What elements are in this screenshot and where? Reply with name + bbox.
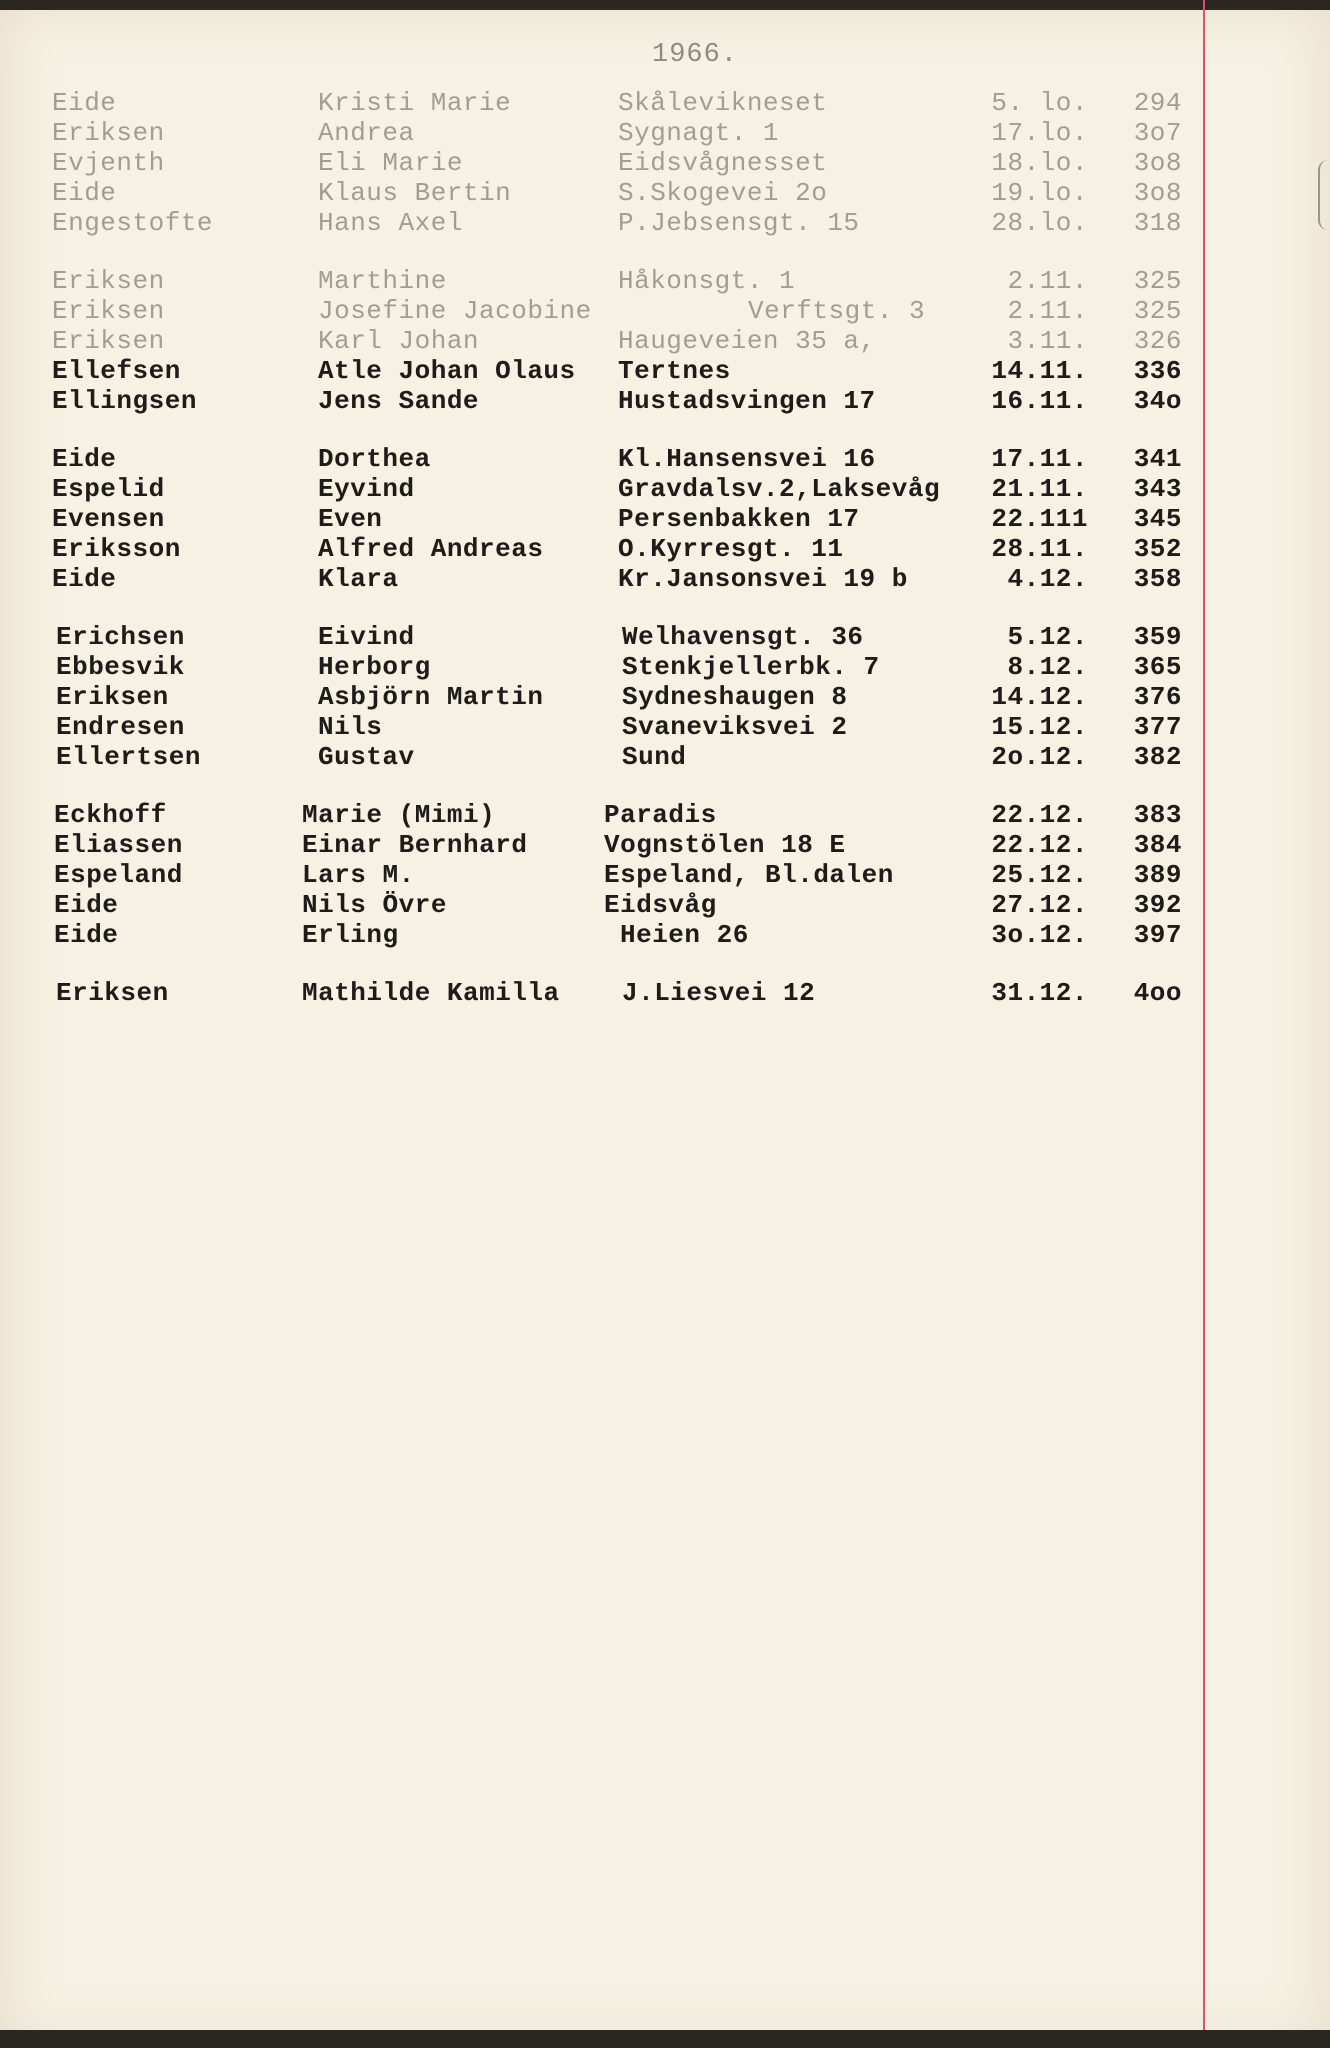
entry-address: Welhavensgt. 36 (622, 622, 864, 652)
register-entry (0, 742, 1200, 772)
entry-address: Sygnagt. 1 (618, 118, 780, 148)
register-entry (0, 444, 1200, 474)
entry-address: Persenbakken 17 (618, 504, 860, 534)
register-entry (0, 890, 1200, 920)
entry-number: 352 (1133, 534, 1182, 564)
register-entry (0, 504, 1200, 534)
entry-surname: Ellingsen (52, 386, 197, 416)
entry-number: 341 (1133, 444, 1182, 474)
entry-number: 3o7 (1133, 118, 1182, 148)
entry-given-names: Even (318, 504, 383, 534)
entry-date: 31.12. (991, 978, 1088, 1008)
entry-address: Heien 26 (620, 920, 749, 950)
entry-address: Kr.Jansonsvei 19 b (618, 564, 908, 594)
entry-date: 14.12. (991, 682, 1088, 712)
entry-address: Paradis (604, 800, 717, 830)
entry-surname: Eide (54, 920, 119, 950)
entry-date: 22.111 (991, 504, 1088, 534)
entry-date: 2.11. (1007, 266, 1088, 296)
entry-date: 2.11. (1007, 296, 1088, 326)
entry-date: 8.12. (1007, 652, 1088, 682)
page-year-heading: 1966. (652, 40, 739, 70)
entry-address: Sydneshaugen 8 (622, 682, 848, 712)
entry-number: 376 (1133, 682, 1182, 712)
register-entry (0, 978, 1200, 1008)
entry-surname: Ellertsen (56, 742, 201, 772)
entry-surname: Ellefsen (52, 356, 181, 386)
entry-given-names: Lars M. (302, 860, 415, 890)
entry-number: 326 (1133, 326, 1182, 356)
register-entry (0, 88, 1200, 118)
entry-address: J.Liesvei 12 (622, 978, 816, 1008)
entry-given-names: Josefine Jacobine (318, 296, 592, 326)
entry-given-names: Gustav (318, 742, 415, 772)
entry-surname: Evjenth (52, 148, 165, 178)
entry-number: 325 (1133, 296, 1182, 326)
entry-given-names: Klaus Bertin (318, 178, 512, 208)
entry-number: 34o (1133, 386, 1182, 416)
entry-address: Gravdalsv.2,Laksevåg (618, 474, 941, 504)
entry-address: Hustadsvingen 17 (618, 386, 876, 416)
entry-surname: Endresen (56, 712, 185, 742)
scan-border-bottom (0, 2030, 1330, 2048)
entry-address: Eidsvåg (604, 890, 717, 920)
entry-date: 28.11. (991, 534, 1088, 564)
entry-surname: Eriksen (52, 266, 165, 296)
entry-surname: Eide (52, 444, 117, 474)
entry-surname: Espeland (54, 860, 183, 890)
entry-number: 294 (1133, 88, 1182, 118)
entry-date: 5.12. (1007, 622, 1088, 652)
entry-date: 2o.12. (991, 742, 1088, 772)
entry-address: Vognstölen 18 E (604, 830, 846, 860)
entry-date: 21.11. (991, 474, 1088, 504)
entry-date: 15.12. (991, 712, 1088, 742)
entry-surname: Eide (52, 178, 117, 208)
entry-surname: Eliassen (54, 830, 183, 860)
entry-surname: Eriksen (56, 978, 169, 1008)
scan-border-top (0, 0, 1330, 10)
entry-number: 336 (1133, 356, 1182, 386)
entry-given-names: Dorthea (318, 444, 431, 474)
entry-surname: Eriksen (52, 118, 165, 148)
register-entry (0, 266, 1200, 296)
entry-surname: Eide (54, 890, 119, 920)
entry-date: 18.lo. (991, 148, 1088, 178)
register-entry (0, 118, 1200, 148)
register-entry (0, 356, 1200, 386)
entry-given-names: Atle Johan Olaus (318, 356, 576, 386)
entry-date: 19.lo. (991, 178, 1088, 208)
entry-surname: Eriksen (52, 326, 165, 356)
entry-number: 392 (1133, 890, 1182, 920)
entry-date: 17.lo. (991, 118, 1088, 148)
entry-number: 4oo (1133, 978, 1182, 1008)
entry-given-names: Asbjörn Martin (318, 682, 544, 712)
entry-date: 3o.12. (991, 920, 1088, 950)
entry-given-names: Eivind (318, 622, 415, 652)
entry-given-names: Einar Bernhard (302, 830, 528, 860)
register-entry (0, 564, 1200, 594)
register-entry (0, 920, 1200, 950)
entry-given-names: Nils (318, 712, 383, 742)
register-entry (0, 652, 1200, 682)
entry-given-names: Marie (Mimi) (302, 800, 496, 830)
entry-surname: Eriksson (52, 534, 181, 564)
entry-given-names: Nils Övre (302, 890, 447, 920)
entry-given-names: Marthine (318, 266, 447, 296)
entry-address: Svaneviksvei 2 (622, 712, 848, 742)
entry-given-names: Herborg (318, 652, 431, 682)
entry-address: Sund (622, 742, 687, 772)
red-margin-line (1203, 0, 1205, 2030)
register-entry (0, 296, 1200, 326)
register-entry (0, 326, 1200, 356)
entry-surname: Eide (52, 88, 117, 118)
entry-address: S.Skogevei 2o (618, 178, 828, 208)
entry-given-names: Eli Marie (318, 148, 463, 178)
entry-surname: Erichsen (56, 622, 185, 652)
entry-date: 25.12. (991, 860, 1088, 890)
entry-address: Espeland, Bl.dalen (604, 860, 894, 890)
entry-number: 397 (1133, 920, 1182, 950)
entry-number: 359 (1133, 622, 1182, 652)
entry-given-names: Erling (302, 920, 399, 950)
entry-surname: Eide (52, 564, 117, 594)
entry-number: 384 (1133, 830, 1182, 860)
entry-address: Haugeveien 35 a, (618, 326, 876, 356)
entry-number: 318 (1133, 208, 1182, 238)
entry-date: 22.12. (991, 800, 1088, 830)
entry-date: 3.11. (1007, 326, 1088, 356)
entry-given-names: Mathilde Kamilla (302, 978, 560, 1008)
entry-given-names: Alfred Andreas (318, 534, 544, 564)
register-entry (0, 534, 1200, 564)
entry-address: Eidsvågnesset (618, 148, 828, 178)
entry-number: 382 (1133, 742, 1182, 772)
entry-address: Stenkjellerbk. 7 (622, 652, 880, 682)
entry-address: O.Kyrresgt. 11 (618, 534, 844, 564)
entry-address: Håkonsgt. 1 (618, 266, 796, 296)
entry-number: 345 (1133, 504, 1182, 534)
register-entry (0, 682, 1200, 712)
register-entry (0, 148, 1200, 178)
entry-given-names: Hans Axel (318, 208, 463, 238)
entry-date: 4.12. (1007, 564, 1088, 594)
entry-number: 325 (1133, 266, 1182, 296)
register-entry (0, 474, 1200, 504)
entry-date: 28.lo. (991, 208, 1088, 238)
entry-number: 3o8 (1133, 148, 1182, 178)
entry-date: 27.12. (991, 890, 1088, 920)
page-edge-mark (1318, 160, 1328, 230)
register-entry (0, 178, 1200, 208)
entry-given-names: Kristi Marie (318, 88, 512, 118)
register-entry (0, 712, 1200, 742)
register-entry (0, 830, 1200, 860)
entry-number: 358 (1133, 564, 1182, 594)
entry-number: 377 (1133, 712, 1182, 742)
entry-address: Skålevikneset (618, 88, 828, 118)
entry-surname: Espelid (52, 474, 165, 504)
entry-number: 343 (1133, 474, 1182, 504)
entry-date: 17.11. (991, 444, 1088, 474)
entry-surname: Engestofte (52, 208, 214, 238)
entry-surname: Eriksen (52, 296, 165, 326)
entry-given-names: Klara (318, 564, 399, 594)
entry-date: 5. lo. (991, 88, 1088, 118)
entry-number: 383 (1133, 800, 1182, 830)
entry-number: 365 (1133, 652, 1182, 682)
entry-address: P.Jebsensgt. 15 (618, 208, 860, 238)
entry-given-names: Karl Johan (318, 326, 480, 356)
entry-address: Verftsgt. 3 (748, 296, 926, 326)
entry-surname: Evensen (52, 504, 165, 534)
register-entry (0, 622, 1200, 652)
entry-date: 16.11. (991, 386, 1088, 416)
entry-surname: Eckhoff (54, 800, 167, 830)
entry-number: 3o8 (1133, 178, 1182, 208)
entry-address: Tertnes (618, 356, 731, 386)
entry-address: Kl.Hansensvei 16 (618, 444, 876, 474)
register-entry (0, 860, 1200, 890)
entry-date: 22.12. (991, 830, 1088, 860)
register-entry (0, 208, 1200, 238)
entry-number: 389 (1133, 860, 1182, 890)
entry-surname: Ebbesvik (56, 652, 185, 682)
entry-given-names: Eyvind (318, 474, 415, 504)
entry-given-names: Andrea (318, 118, 415, 148)
entry-surname: Eriksen (56, 682, 169, 712)
entry-date: 14.11. (991, 356, 1088, 386)
register-entry (0, 386, 1200, 416)
entry-given-names: Jens Sande (318, 386, 480, 416)
register-entry (0, 800, 1200, 830)
